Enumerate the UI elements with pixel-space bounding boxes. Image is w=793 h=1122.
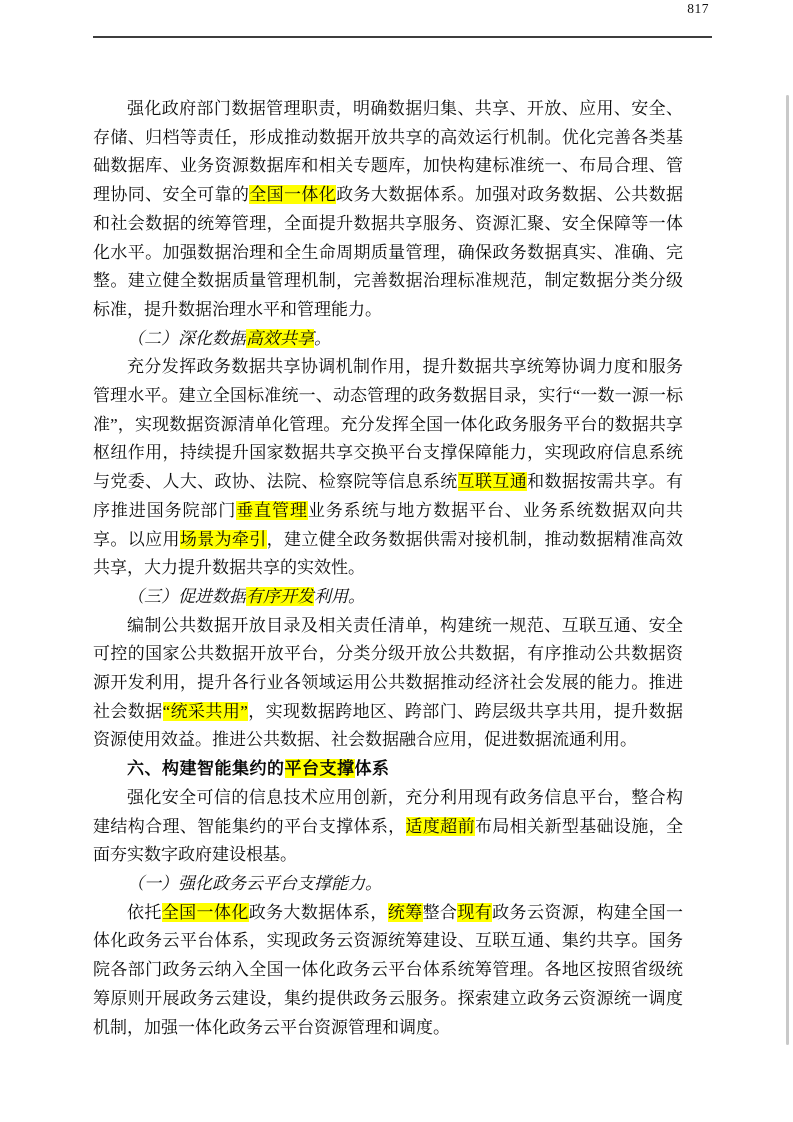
document-body bbox=[93, 95, 683, 1042]
chapter-heading bbox=[93, 755, 683, 784]
text-run: 强化安全可信的信息技术应用创新，充分利用现有政务信息平台，整合构建结构合理、智能集约的平台支撑体系， bbox=[93, 787, 683, 836]
highlighted-text: 统筹 bbox=[387, 902, 423, 922]
header-rule bbox=[93, 36, 712, 38]
text-run: 。 bbox=[314, 328, 331, 348]
text-run: 依托 bbox=[127, 902, 162, 922]
highlighted-text: 现有 bbox=[457, 902, 493, 922]
highlighted-text: 高效共享 bbox=[246, 328, 314, 348]
text-run: 政务云资源，构建全国一体化政务云平台体系，实现政务云资源统筹建设、互联互通、集约共享。国务院各部门政务云纳入全国一体化政务云平台体系统筹管理。各地区按照省级统筹原则开展政务云建设，集约提供政务云服务。探索建立政务云资源统一调度机制，加强一体化政务云平台资源管理和调度。 bbox=[93, 902, 684, 1037]
highlighted-text: 场景为牵引 bbox=[179, 529, 267, 549]
text-run: （二）深化数据 bbox=[127, 328, 246, 348]
highlighted-text: 垂直管理 bbox=[236, 500, 308, 520]
text-run: 利用。 bbox=[314, 586, 365, 606]
highlighted-text: “统采共用” bbox=[162, 701, 248, 721]
text-run: （一）强化政务云平台支撑能力。 bbox=[127, 873, 382, 893]
paragraph bbox=[93, 353, 683, 583]
page-number: 817 bbox=[687, 1, 709, 16]
text-run: 业务系统与地方数据平台、业务系统数据双向共享。以应用 bbox=[93, 500, 683, 549]
text-run: ，实现数据跨地区、跨部门、跨层级共享共用，提升数据资源使用效益。推进公共数据、社会数据融合应用，促进数据流通利用。 bbox=[93, 701, 684, 750]
highlighted-text: 有序开发 bbox=[246, 586, 314, 606]
text-run: 体系 bbox=[354, 759, 390, 779]
highlighted-text: 互联互通 bbox=[457, 472, 528, 492]
section-heading bbox=[93, 583, 683, 612]
highlighted-text: 全国一体化 bbox=[161, 902, 249, 922]
paragraph bbox=[93, 95, 683, 325]
highlighted-text: 全国一体化 bbox=[249, 185, 337, 205]
highlighted-text: 平台支撑 bbox=[284, 759, 355, 779]
text-run: 和数据按需共享。有序推进国务院部门 bbox=[93, 472, 684, 520]
text-run: ，建立健全政务数据供需对接机制，推动数据精准高效共享，大力提升数据共享的实效性。 bbox=[93, 529, 684, 578]
text-run: 六、构建智能集约的 bbox=[127, 759, 285, 779]
text-run: （三）促进数据 bbox=[127, 586, 246, 606]
paragraph bbox=[93, 612, 683, 756]
text-run: 政务大数据体系， bbox=[248, 902, 388, 922]
section-heading bbox=[93, 870, 683, 899]
section-heading bbox=[93, 325, 683, 354]
text-run: 编制公共数据开放目录及相关责任清单，构建统一规范、互联互通、安全可控的国家公共数据开放平台，分类分级开放公共数据，有序推动公共数据资源开发利用，提升各行业各领域运用公共数据推动经济社会发展的能力。推进社会数据 bbox=[93, 615, 683, 721]
paragraph bbox=[93, 784, 683, 870]
scrollbar-thumb[interactable] bbox=[786, 95, 789, 1045]
text-run: 整合 bbox=[422, 902, 458, 922]
text-run: 布局相关新型基础设施，全面夯实数字政府建设根基。 bbox=[93, 816, 684, 865]
text-run: 政务大数据体系。加强对政务数据、公共数据和社会数据的统筹管理，全面提升数据共享服务、资源汇聚、安全保障等一体化水平。加强数据治理和全生命周期质量管理，确保政务数据真实、准确、完整。建立健全数据质量管理机制，完善数据治理标准规范，制定数据分类分级标准，提升数据治理水平和管理能力。 bbox=[93, 185, 684, 319]
highlighted-text: 适度超前 bbox=[405, 816, 476, 836]
text-run: 充分发挥政务数据共享协调机制作用，提升数据共享统筹协调力度和服务管理水平。建立全国标准统一、动态管理的政务数据目录，实行“一数一源一标准”，实现数据资源清单化管理。充分发挥全国一体化政务服务平台的数据共享枢纽作用，持续提升国家数据共享交换平台支撑保障能力，实现政府信息系统与党委、人大、政协、法院、检察院等信息系统 bbox=[93, 357, 683, 492]
text-run: 强化政府部门数据管理职责，明确数据归集、共享、开放、应用、安全、存储、归档等责任，形成推动数据开放共享的高效运行机制。优化完善各类基础数据库、业务资源数据库和相关专题库，加快构建标准统一、布局合理、管理协同、安全可靠的 bbox=[93, 99, 683, 205]
paragraph bbox=[93, 899, 683, 1043]
